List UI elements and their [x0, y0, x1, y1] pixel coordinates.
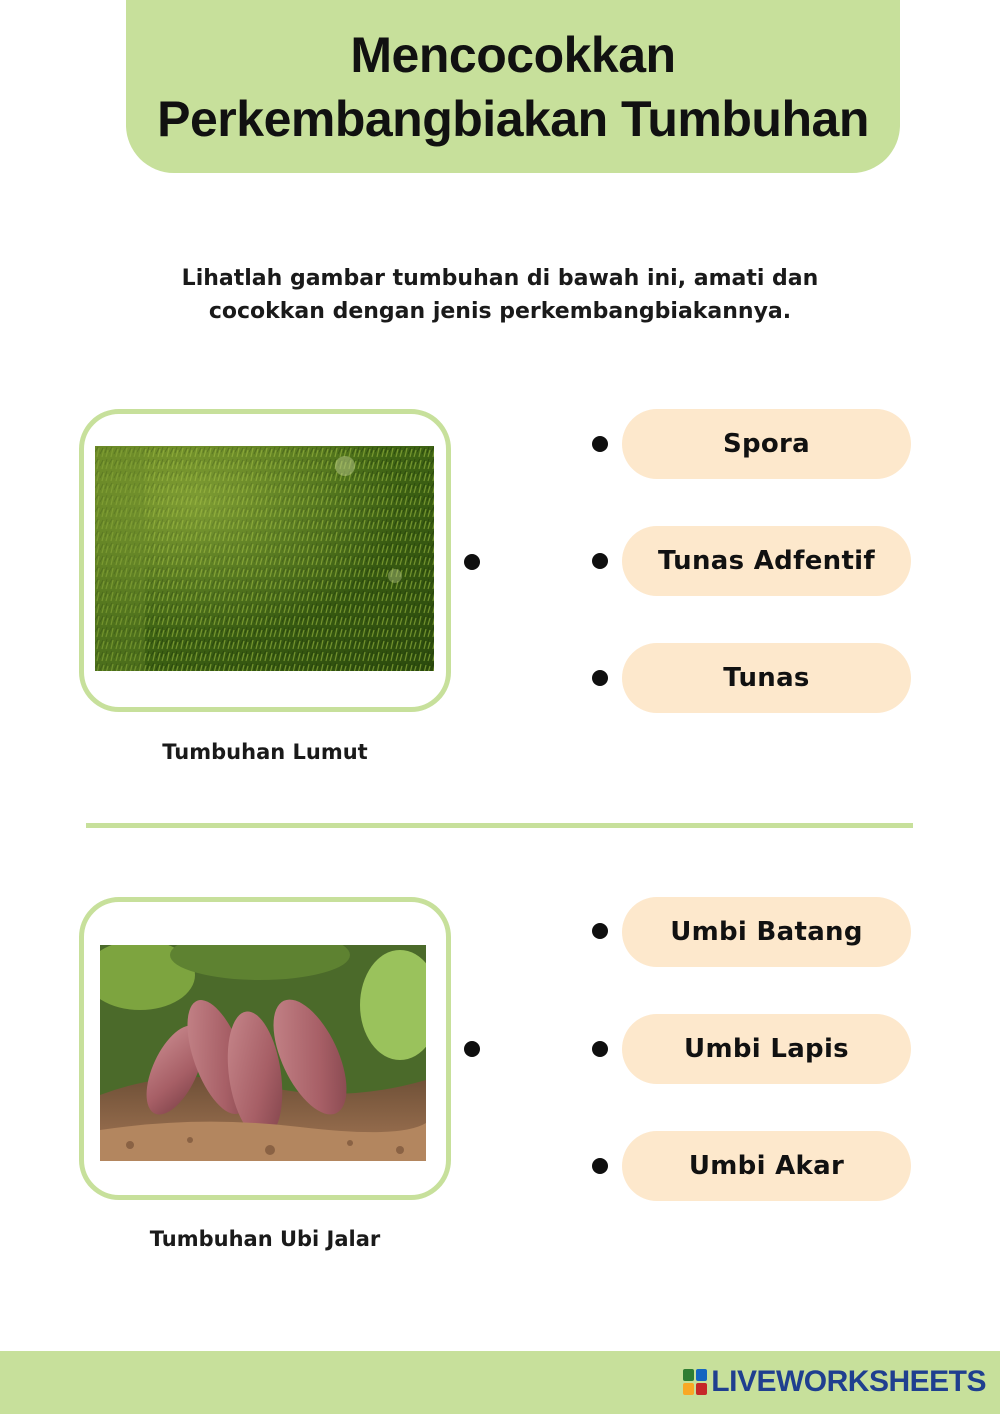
moss-photo: [95, 446, 434, 671]
match-dot-option-spora[interactable]: [592, 436, 608, 452]
title-banner: [126, 0, 900, 173]
page-title: Mencocokkan Perkembangbiakan Tumbuhan: [157, 26, 869, 147]
match-dot-plant-ubi-jalar[interactable]: [464, 1041, 480, 1057]
plant-label-lumut: Tumbuhan Lumut: [162, 740, 368, 764]
match-dot-option-tunas-adfentif[interactable]: [592, 553, 608, 569]
option-tunas-adfentif[interactable]: Tunas Adfentif: [622, 526, 911, 596]
sweet-potato-photo: [100, 945, 426, 1161]
footer-bar: [0, 1351, 1000, 1414]
brand-logo[interactable]: [683, 1365, 986, 1399]
match-dot-option-umbi-lapis[interactable]: [592, 1041, 608, 1057]
match-dot-option-umbi-akar[interactable]: [592, 1158, 608, 1174]
instruction-text: Lihatlah gambar tumbuhan di bawah ini, amati dan cocokkan dengan jenis perkembangbiakannya.: [181, 266, 819, 324]
option-spora[interactable]: Spora: [622, 409, 911, 479]
option-tunas[interactable]: Tunas: [622, 643, 911, 713]
section-divider: [86, 823, 913, 828]
liveworksheets-badge-icon: [683, 1369, 707, 1395]
match-dot-option-umbi-batang[interactable]: [592, 923, 608, 939]
option-umbi-lapis[interactable]: Umbi Lapis: [622, 1014, 911, 1084]
plant-label-ubi-jalar: Tumbuhan Ubi Jalar: [149, 1227, 381, 1251]
option-umbi-batang[interactable]: Umbi Batang: [622, 897, 911, 967]
match-dot-option-tunas[interactable]: [592, 670, 608, 686]
match-dot-plant-lumut[interactable]: [464, 554, 480, 570]
brand-name: LIVEWORKSHEETS: [711, 1365, 986, 1398]
option-umbi-akar[interactable]: Umbi Akar: [622, 1131, 911, 1201]
